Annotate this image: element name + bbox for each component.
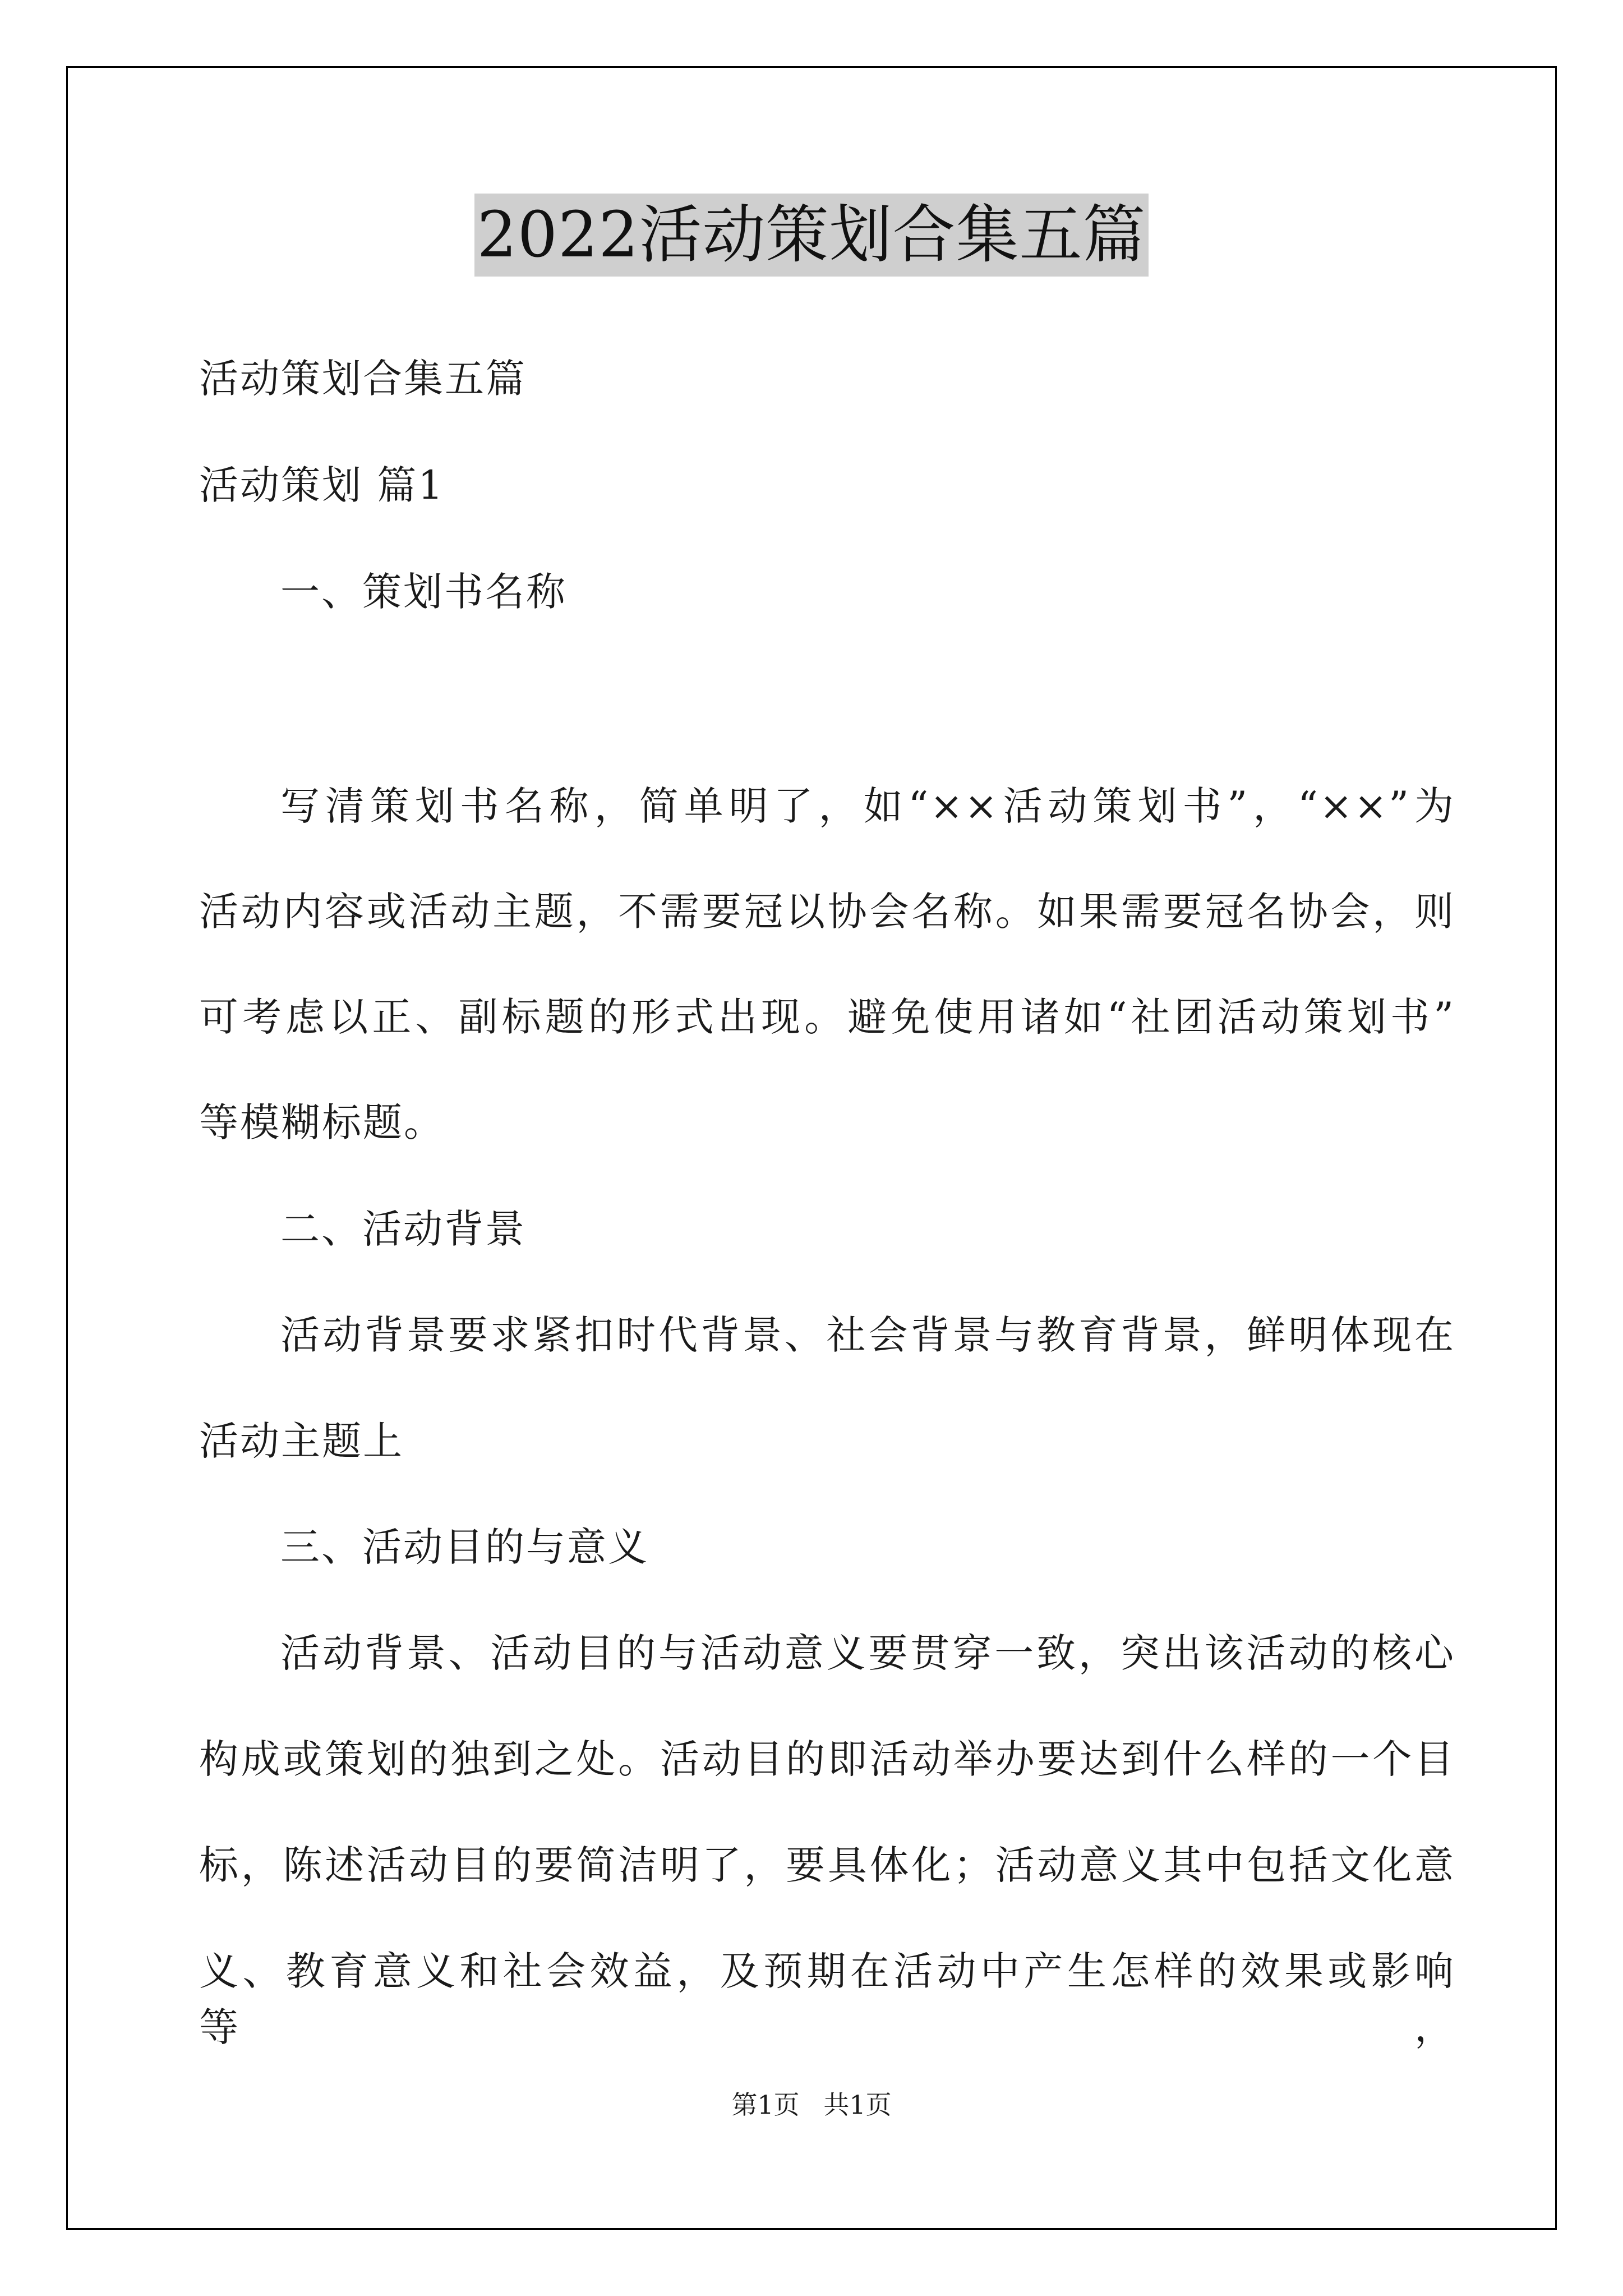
paragraph-line: 标，陈述活动目的要简洁明了，要具体化；活动意义其中包括文化意 <box>199 1842 1455 1888</box>
page-number: 第1页 <box>731 2090 800 2120</box>
document-title-container <box>0 194 1623 277</box>
page-total: 共1页 <box>823 2090 892 2120</box>
paragraph-line: 活动背景、活动目的与活动意义要贯穿一致，突出该活动的核心 <box>280 1630 1455 1676</box>
paragraph-line: 可考虑以正、副标题的形式出现。避免使用诸如“社团活动策划书” <box>199 994 1455 1040</box>
section-heading: 活动策划 篇1 <box>199 462 445 508</box>
section-heading: 一、策划书名称 <box>280 569 567 615</box>
paragraph-line: 等模糊标题。 <box>199 1099 445 1145</box>
section-heading: 三、活动目的与意义 <box>280 1524 649 1570</box>
document-title: 2022活动策划合集五篇 <box>474 194 1148 277</box>
paragraph-line: 活动内容或活动主题，不需要冠以协会名称。如果需要冠名协会，则 <box>199 889 1455 935</box>
paragraph-line: 活动主题上 <box>199 1418 404 1464</box>
paragraph-line: 活动背景要求紧扣时代背景、社会背景与教育背景，鲜明体现在 <box>280 1312 1455 1358</box>
page-footer <box>0 2088 1623 2122</box>
paragraph-line: 写清策划书名称，简单明了，如“××活动策划书”，“××”为 <box>280 783 1455 829</box>
subtitle-line: 活动策划合集五篇 <box>199 356 527 402</box>
paragraph-line: 义、教育意义和社会效益，及预期在活动中产生怎样的效果或影响等， <box>199 1948 1455 2050</box>
section-heading: 二、活动背景 <box>280 1206 526 1252</box>
paragraph-line: 构成或策划的独到之处。活动目的即活动举办要达到什么样的一个目 <box>199 1736 1455 1782</box>
